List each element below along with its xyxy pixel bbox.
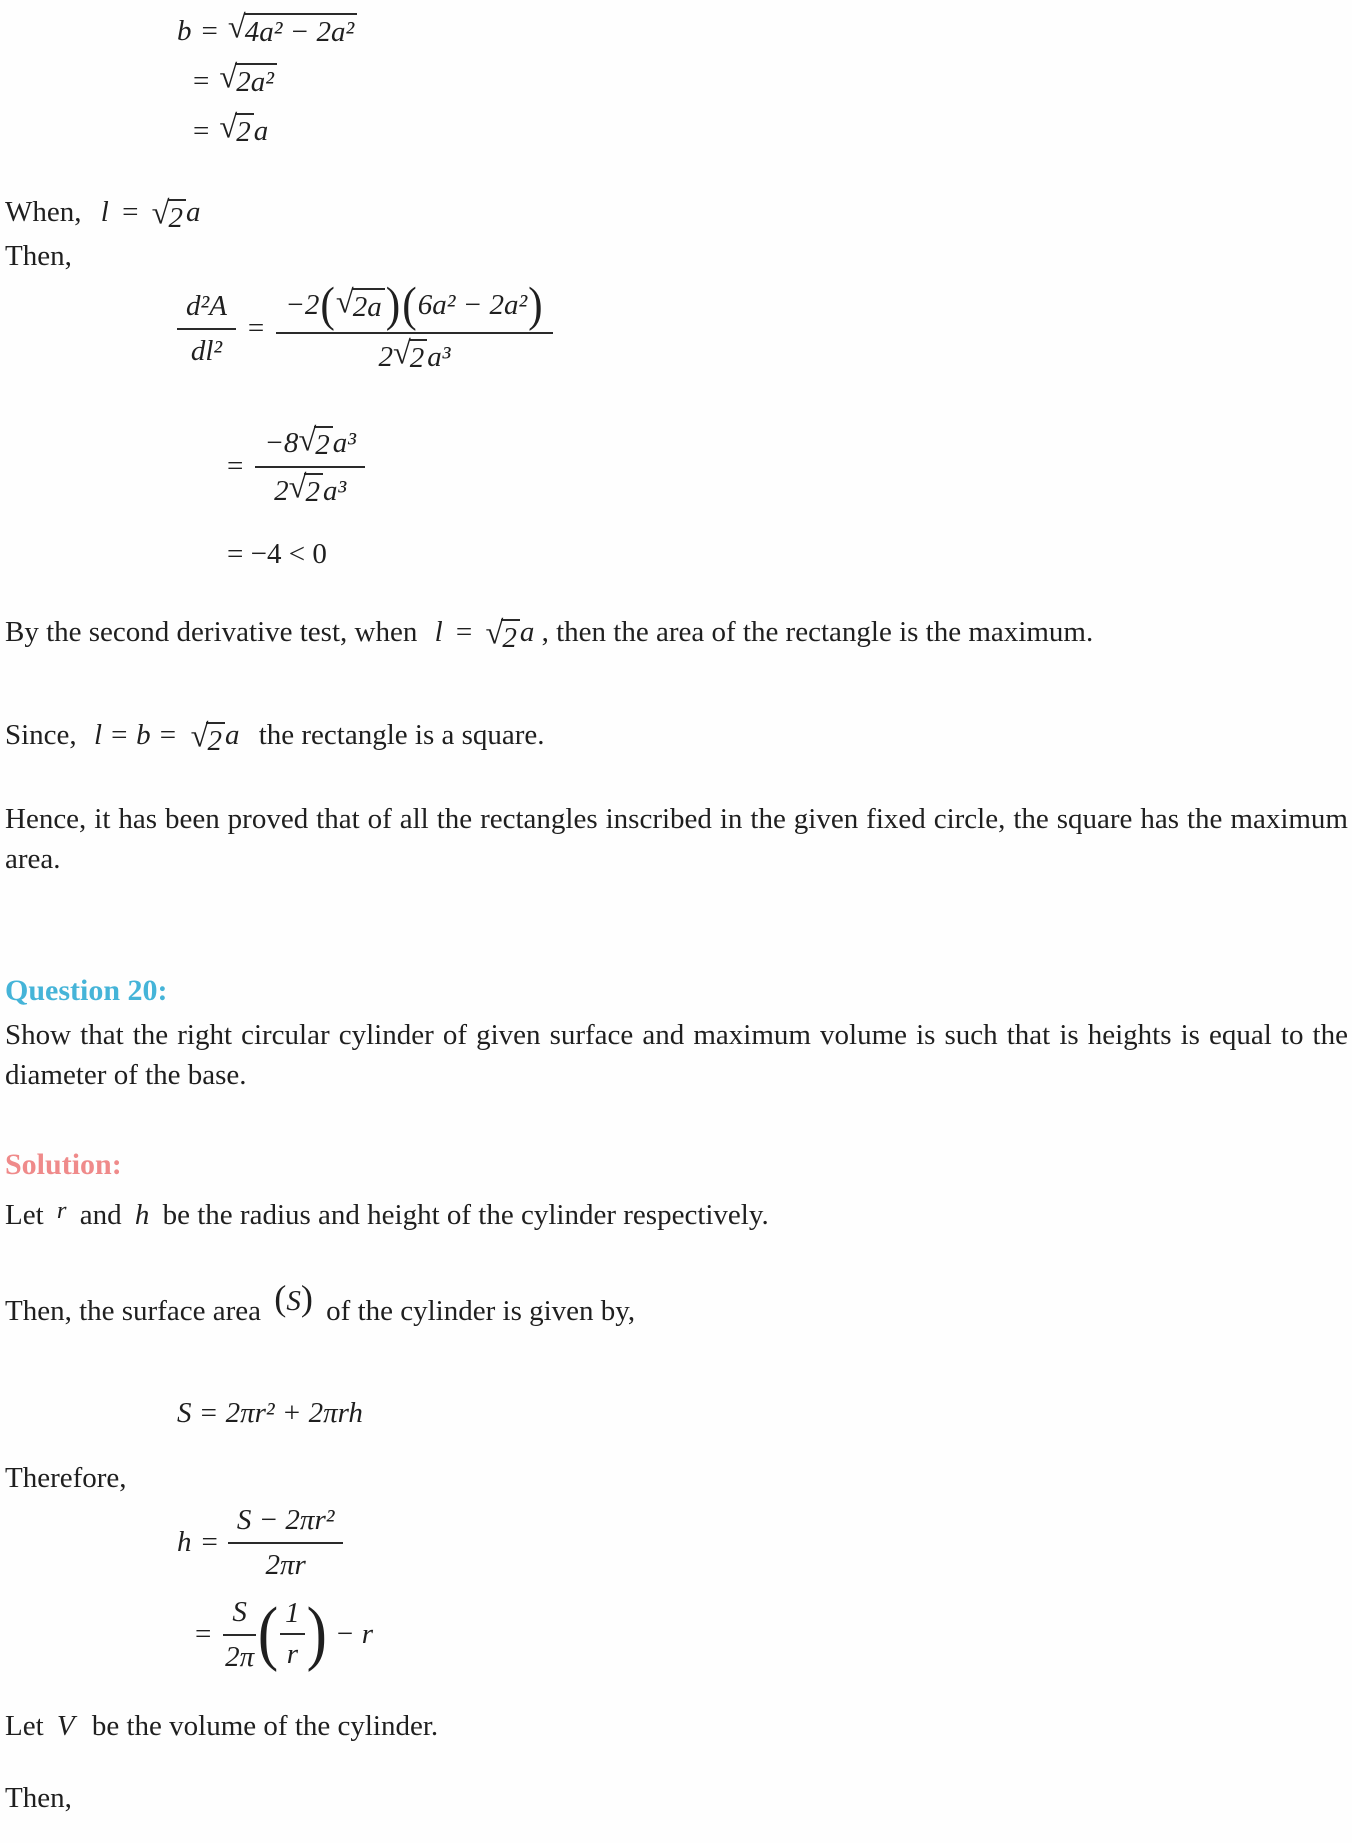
let-rh-line xyxy=(5,1195,1348,1237)
inner-expression: 6a² − 2a² xyxy=(417,289,528,322)
var-l: l xyxy=(100,196,109,228)
fraction xyxy=(255,424,365,509)
fraction-denominator: dl² xyxy=(190,335,223,368)
var-h: h xyxy=(177,1525,192,1558)
eq-h-line-1 xyxy=(177,1500,1348,1584)
radicand: 2a xyxy=(352,288,385,323)
equals-sign: = xyxy=(455,616,473,649)
fraction-numerator xyxy=(255,424,365,468)
var-v: V xyxy=(56,1710,75,1743)
radicand: 2a² xyxy=(235,63,277,98)
radical-icon: √ xyxy=(190,718,209,755)
var-l: l xyxy=(434,616,443,649)
radical-icon: √ xyxy=(151,195,170,232)
radical xyxy=(335,284,385,323)
let-v-line xyxy=(5,1706,1348,1746)
denominator-tail: a³ xyxy=(322,474,347,507)
surface-equation xyxy=(177,1392,1348,1434)
eq-h-line-2 xyxy=(195,1586,1348,1682)
radical-icon: √ xyxy=(485,615,504,652)
text-pre: Since, xyxy=(5,718,77,751)
then-label-2: Then, xyxy=(5,1782,72,1815)
coefficient: −8 xyxy=(264,427,299,460)
text-post: be the radius and height of the cylinder respectively. xyxy=(162,1199,769,1232)
radicand: 4a² − 2a² xyxy=(244,13,357,48)
text-post: the rectangle is a square. xyxy=(258,718,545,751)
question-heading: Question 20: xyxy=(5,974,168,1008)
eq-d2a-line-2 xyxy=(227,422,1348,510)
equals-sign: = xyxy=(193,114,210,147)
equation-block-d2a xyxy=(5,280,1348,574)
fraction xyxy=(228,1502,344,1583)
radical-icon: √ xyxy=(392,335,411,372)
radical-icon: √ xyxy=(288,469,307,506)
text-mid: and xyxy=(79,1199,122,1232)
coefficient: 2 xyxy=(378,340,393,373)
fraction-denominator xyxy=(274,468,346,508)
text-post: be the volume of the cylinder. xyxy=(91,1710,439,1743)
left-paren: ( xyxy=(320,278,335,332)
fraction-numerator xyxy=(276,278,552,335)
equals-sign: = xyxy=(227,449,244,482)
coefficient: 2 xyxy=(274,474,289,507)
text-pre: By the second derivative test, when xyxy=(5,616,418,649)
text-pre: Let xyxy=(5,1199,44,1232)
radical xyxy=(190,718,225,757)
question-text: Show that the right circular cylinder of given surface and maximum volume is such that is heights is equal to the diameter of the base. xyxy=(5,1019,1348,1092)
text-post: , then the area of the rectangle is the maximum. xyxy=(541,616,1094,649)
equals-sign: = xyxy=(195,1617,212,1650)
left-paren: ( xyxy=(257,1593,279,1673)
hence-paragraph: Hence, it has been proved that of all the rectangles inscribed in the given fixed circle, the square has the maximum area. xyxy=(5,803,1348,876)
radical-icon: √ xyxy=(227,9,246,46)
numerator-tail: a³ xyxy=(332,427,356,460)
eq-b-line-1 xyxy=(177,6,1348,56)
radical xyxy=(151,195,186,234)
var-s: S xyxy=(286,1285,301,1318)
derivative-test-paragraph xyxy=(5,612,1348,654)
radicand: 2 xyxy=(409,339,428,374)
radical-icon: √ xyxy=(335,284,354,321)
fraction xyxy=(223,1594,256,1675)
fraction-numerator: d²A xyxy=(177,288,236,330)
fraction-denominator: r xyxy=(286,1638,299,1671)
radicand: 2 xyxy=(314,426,333,461)
radical xyxy=(219,109,253,149)
right-paren: ) xyxy=(306,1593,327,1673)
eq-b-line-3 xyxy=(193,106,1348,156)
surface-area-line xyxy=(5,1278,1348,1338)
radical xyxy=(288,469,323,509)
radical xyxy=(392,335,427,375)
eq-b-tail: a xyxy=(253,114,269,147)
radical-icon: √ xyxy=(219,59,238,96)
result-expression: = −4 < 0 xyxy=(227,537,327,570)
inner-fraction xyxy=(280,1597,305,1672)
coefficient: −2 xyxy=(285,289,320,322)
equals-sign: = xyxy=(201,1525,218,1558)
eq-b-line-2 xyxy=(193,56,1348,106)
radicand: 2 xyxy=(304,473,323,508)
rhs-fraction xyxy=(276,278,552,375)
radical-tail: a xyxy=(519,616,535,649)
radical-icon: √ xyxy=(298,422,317,459)
fraction-denominator: 2π xyxy=(225,1641,255,1674)
equation: S = 2πr² + 2πrh xyxy=(177,1396,363,1429)
denominator-tail: a³ xyxy=(427,340,451,373)
lhs-fraction xyxy=(177,288,236,369)
equals-sign: = xyxy=(122,196,139,228)
radical xyxy=(298,422,332,461)
eq-d2a-line-3 xyxy=(227,534,1348,574)
text-post: of the cylinder is given by, xyxy=(326,1295,636,1328)
equation-block-b xyxy=(5,6,1348,156)
right-paren: ) xyxy=(528,278,543,332)
when-line xyxy=(5,192,1348,234)
radicand: 2 xyxy=(168,199,187,234)
since-paragraph xyxy=(5,715,1348,757)
radical xyxy=(227,9,357,49)
then-label: Then, xyxy=(5,240,72,273)
fraction-numerator: S − 2πr² xyxy=(228,1502,344,1544)
equals-sign: = xyxy=(193,64,210,97)
var-r: r xyxy=(56,1197,67,1225)
fraction-numerator: S xyxy=(223,1594,256,1636)
when-tail: a xyxy=(186,196,201,228)
equals-sign: = xyxy=(201,14,218,47)
fraction-numerator: 1 xyxy=(280,1597,305,1635)
equals-sign: = xyxy=(247,311,265,344)
right-paren: ) xyxy=(300,1278,313,1319)
expression: l = b = xyxy=(93,718,178,751)
left-paren: ( xyxy=(274,1278,287,1319)
radical xyxy=(485,615,520,655)
var-h: h xyxy=(134,1199,150,1232)
when-label: When, xyxy=(5,196,82,228)
eq-d2a-line-1 xyxy=(177,280,1348,376)
radicand: 2 xyxy=(206,722,225,757)
radical-icon: √ xyxy=(219,109,238,146)
solution-heading: Solution: xyxy=(5,1148,122,1182)
fraction-denominator xyxy=(378,334,450,374)
radicand: 2 xyxy=(501,619,520,654)
text-pre: Then, the surface area xyxy=(5,1295,262,1328)
s-reference xyxy=(274,1278,320,1319)
tail-expression: − r xyxy=(334,1617,374,1650)
radicand: 2 xyxy=(235,113,254,148)
radical xyxy=(219,59,277,99)
therefore-label: Therefore, xyxy=(5,1462,127,1495)
radical-tail: a xyxy=(224,718,240,751)
eq-b-lhs: b xyxy=(177,14,192,47)
fraction-denominator: 2πr xyxy=(265,1549,306,1582)
left-paren: ( xyxy=(402,278,417,332)
right-paren: ) xyxy=(385,278,401,332)
text-pre: Let xyxy=(5,1710,44,1743)
